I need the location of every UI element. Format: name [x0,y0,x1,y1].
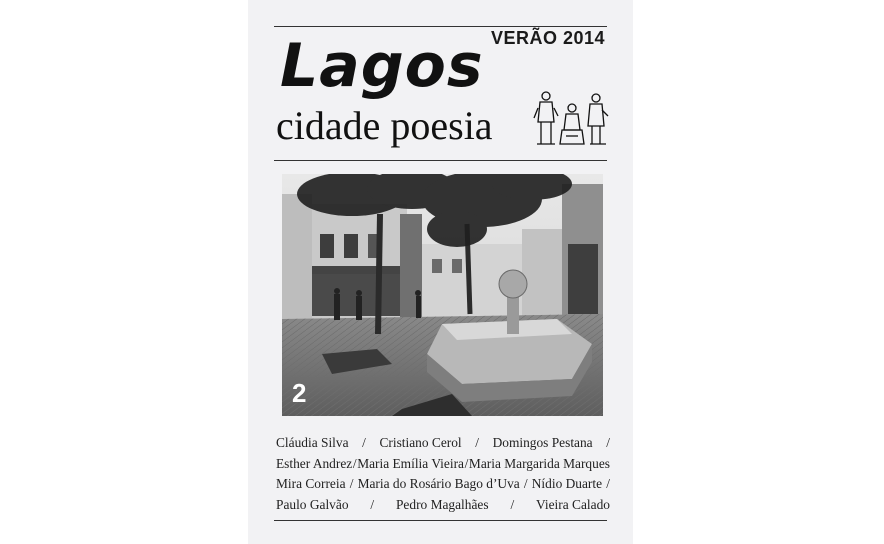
title-rule [274,160,607,161]
magazine-cover [248,0,633,544]
poets-figures-illustration [532,86,612,150]
separator: / [475,435,479,450]
author-name: Cristiano Cerol [379,435,462,450]
authors-line-3 [276,474,610,495]
separator: / [464,455,469,471]
separator: / [349,476,354,491]
separator: / [523,476,528,491]
author-name: Vieira Calado [536,496,610,512]
separator: / [370,496,375,512]
bottom-rule [274,520,607,521]
separator: / [352,455,357,471]
authors-list [276,433,610,515]
town-square-fountain-photo [282,174,603,416]
top-rule [274,26,607,27]
author-name: Maria Margarida Marques [468,455,610,471]
author-name: Mira Correia [276,476,346,491]
author-name: Cláudia Silva [276,435,349,450]
separator: / [510,496,515,512]
author-name: Nídio Duarte [531,476,603,491]
magazine-title: Lagos [280,31,484,101]
author-name: Maria Emília Vieira [357,455,464,471]
authors-line-1 [276,433,610,454]
issue-number: 2 [292,378,307,408]
authors-line-2 [276,454,610,475]
author-name: Pedro Magalhães [395,496,489,512]
authors-line-4 [276,495,610,516]
author-name: Paulo Galvão [276,496,349,512]
author-name: Maria do Rosário Bago d’Uva [357,476,520,491]
author-name: Esther Andrez [276,455,353,471]
magazine-subtitle: cidade poesia [276,103,493,148]
season-label: VERÃO 2014 [490,28,605,48]
author-name: Domingos Pestana [492,435,593,450]
separator: / [606,435,610,450]
separator: / [362,435,366,450]
separator: / [606,476,610,491]
